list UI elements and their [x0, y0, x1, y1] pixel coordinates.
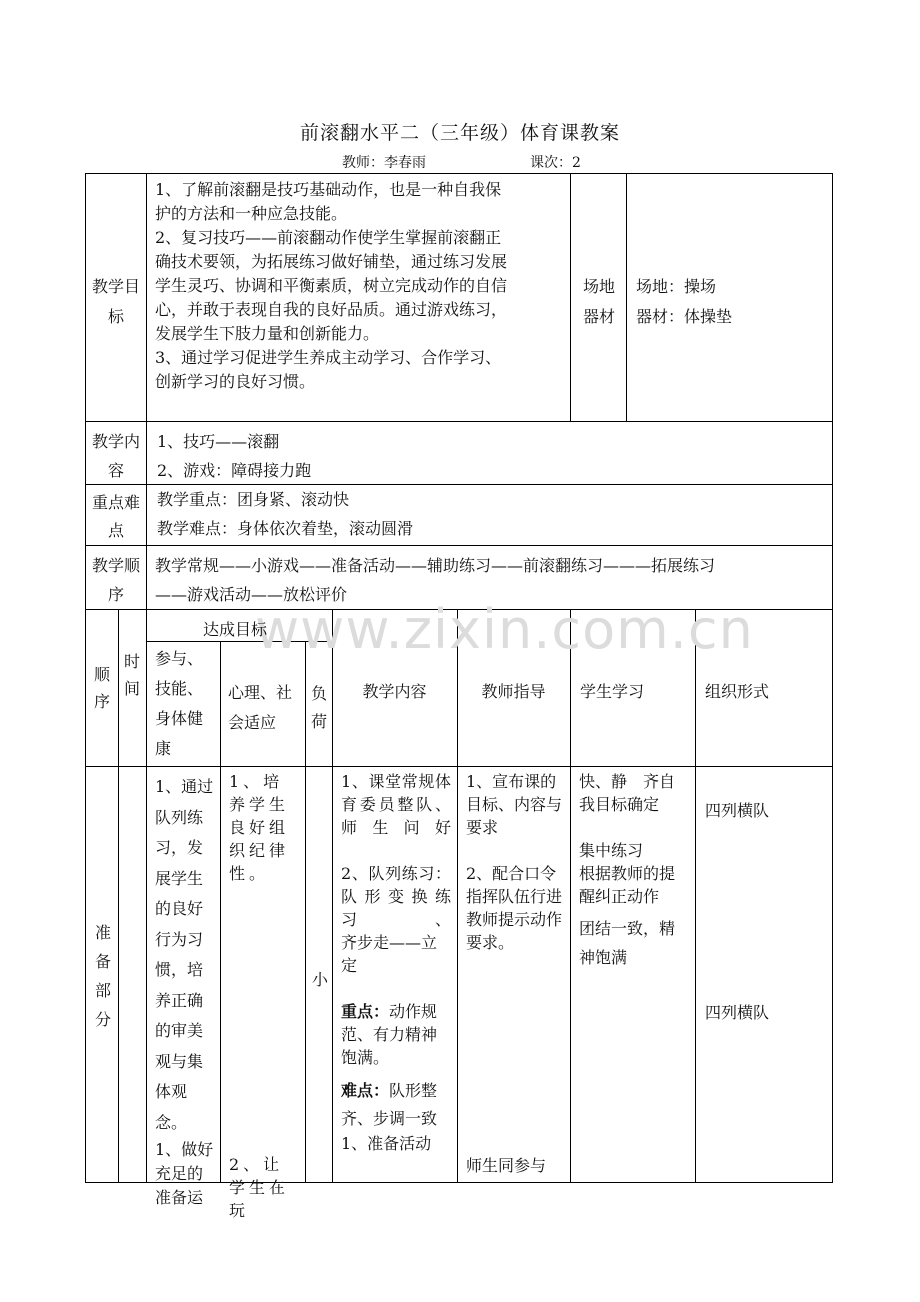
- header-participation: 参与、技能、身体健康: [155, 649, 204, 758]
- prep-participation-text: 1、通过队列练习，发展学生的良好行为习惯，培养正确的审美观与集体观念。: [155, 777, 214, 1132]
- prep-diff-text: 队形整齐、步调一致: [341, 1081, 438, 1128]
- header-load: 负荷: [310, 684, 327, 731]
- prep-teacher-guide: [466, 770, 566, 1175]
- teacher-name: 教师：李春雨: [342, 155, 426, 171]
- venue-text: 场地：操场: [636, 277, 717, 296]
- content-line: 2、游戏：障碍接力跑: [157, 461, 312, 480]
- prep-key-label: 重点：: [341, 1002, 390, 1021]
- sequence-text: [155, 551, 831, 609]
- prep-content-3: 齐步走——立定: [341, 933, 438, 975]
- prep-diff: [341, 1077, 451, 1133]
- objectives-label: 教学目标: [92, 277, 141, 326]
- header-student-learning: 学生学习: [580, 682, 645, 701]
- sequence-line: 教学常规——小游戏——准备活动——辅助练习——前滚翻练习———拓展练习: [155, 556, 716, 575]
- objectives-text: [155, 178, 565, 394]
- objectives-line: 创新学习的良好习惯。: [155, 372, 316, 391]
- sequence-line: ——游戏活动——放松评价: [155, 585, 348, 604]
- prep-content-1: 1、课堂常规体育委员整队、师生问好: [341, 772, 451, 837]
- prep-psych-2: 2、让学生在玩: [229, 1155, 290, 1220]
- content-text: [157, 427, 817, 485]
- header-order: 顺序: [93, 665, 110, 711]
- prep-student-1: 快、静 齐自我目标确定: [579, 772, 676, 814]
- prep-org-2: 四列横队: [705, 1003, 770, 1022]
- lesson-number: 课次：2: [530, 155, 581, 171]
- sequence-label: 教学顺序: [92, 556, 141, 604]
- objectives-line: 确技术要领，为拓展练习做好铺垫，通过练习发展: [155, 252, 508, 271]
- watermark: www.zixin.com.cn: [255, 598, 754, 661]
- keypoints-text: [157, 485, 817, 543]
- header-organization: 组织形式: [705, 682, 770, 701]
- header-time: 时间: [123, 652, 140, 698]
- prep-key-text: 动作规范、有力精神饱满。: [341, 1002, 438, 1067]
- header-psych: 心理、社会适应: [228, 683, 293, 732]
- prep-psych: [229, 770, 301, 1222]
- prep-student-4: 团结一致，精神饱满: [579, 919, 676, 967]
- prep-teaching-content: [341, 770, 451, 1155]
- keypoints-line: 教学难点：身体依次着垫，滚动圆滑: [157, 519, 414, 538]
- prep-content-2: 2、队列练习：队形变换练习、: [341, 864, 451, 929]
- prep-key: [341, 1000, 451, 1069]
- prep-guide-4: 师生同参与: [466, 1156, 547, 1175]
- objectives-line: 护的方法和一种应急技能。: [155, 204, 348, 223]
- prep-participation: [155, 772, 215, 1210]
- prep-psych-1: 1、培养学生良好组织纪律性。: [229, 772, 290, 883]
- prep-guide-3: 教师提示动作要求。: [466, 910, 563, 952]
- keypoints-label: 重点难点: [92, 493, 141, 540]
- header-teaching-content: 教学内容: [362, 682, 427, 701]
- prep-student-learning: [579, 770, 689, 972]
- objectives-line: 学生灵巧、协调和平衡素质，树立完成动作的自信: [155, 276, 508, 295]
- prep-student-3: 根据教师的提醒纠正动作: [579, 864, 676, 906]
- prep-section-label: 准备部分: [94, 923, 111, 1029]
- content-line: 1、技巧——滚翻: [157, 432, 280, 451]
- objectives-line: 2、复习技巧——前滚翻动作使学生掌握前滚翻正: [155, 228, 502, 247]
- prep-org-1: 四列横队: [705, 801, 770, 820]
- objectives-line: 心，并敢于表现自我的良好品质。通过游戏练习，: [155, 300, 508, 319]
- objectives-line: 发展学生下肢力量和创新能力。: [155, 324, 380, 343]
- venue-info: [636, 272, 826, 332]
- prep-participation-text-2: 1、做好充足的准备运: [155, 1140, 214, 1207]
- prep-guide-2: 2、配合口令指挥队伍行进: [466, 864, 563, 906]
- prep-guide-1: 1、宣布课的目标、内容与要求: [466, 772, 563, 837]
- keypoints-line: 教学重点：团身紧、滚动快: [157, 490, 350, 509]
- venue-label: 场地器材: [582, 277, 615, 326]
- page-title: 前滚翻水平二（三年级）体育课教案: [299, 122, 620, 144]
- prep-diff-label: 难点：: [341, 1081, 390, 1100]
- prep-student-2: 集中练习: [579, 841, 644, 860]
- objectives-line: 3、通过学习促进学生养成主动学习、合作学习、: [155, 348, 502, 367]
- content-label: 教学内容: [92, 432, 141, 480]
- header-goals: 达成目标: [203, 620, 268, 639]
- objectives-line: 1、了解前滚翻是技巧基础动作，也是一种自我保: [155, 180, 502, 199]
- prep-content-4: 1、准备活动: [341, 1134, 432, 1153]
- prep-load: 小: [311, 970, 328, 989]
- equipment-text: 器材：体操垫: [636, 307, 733, 326]
- header-teacher-guide: 教师指导: [481, 682, 546, 701]
